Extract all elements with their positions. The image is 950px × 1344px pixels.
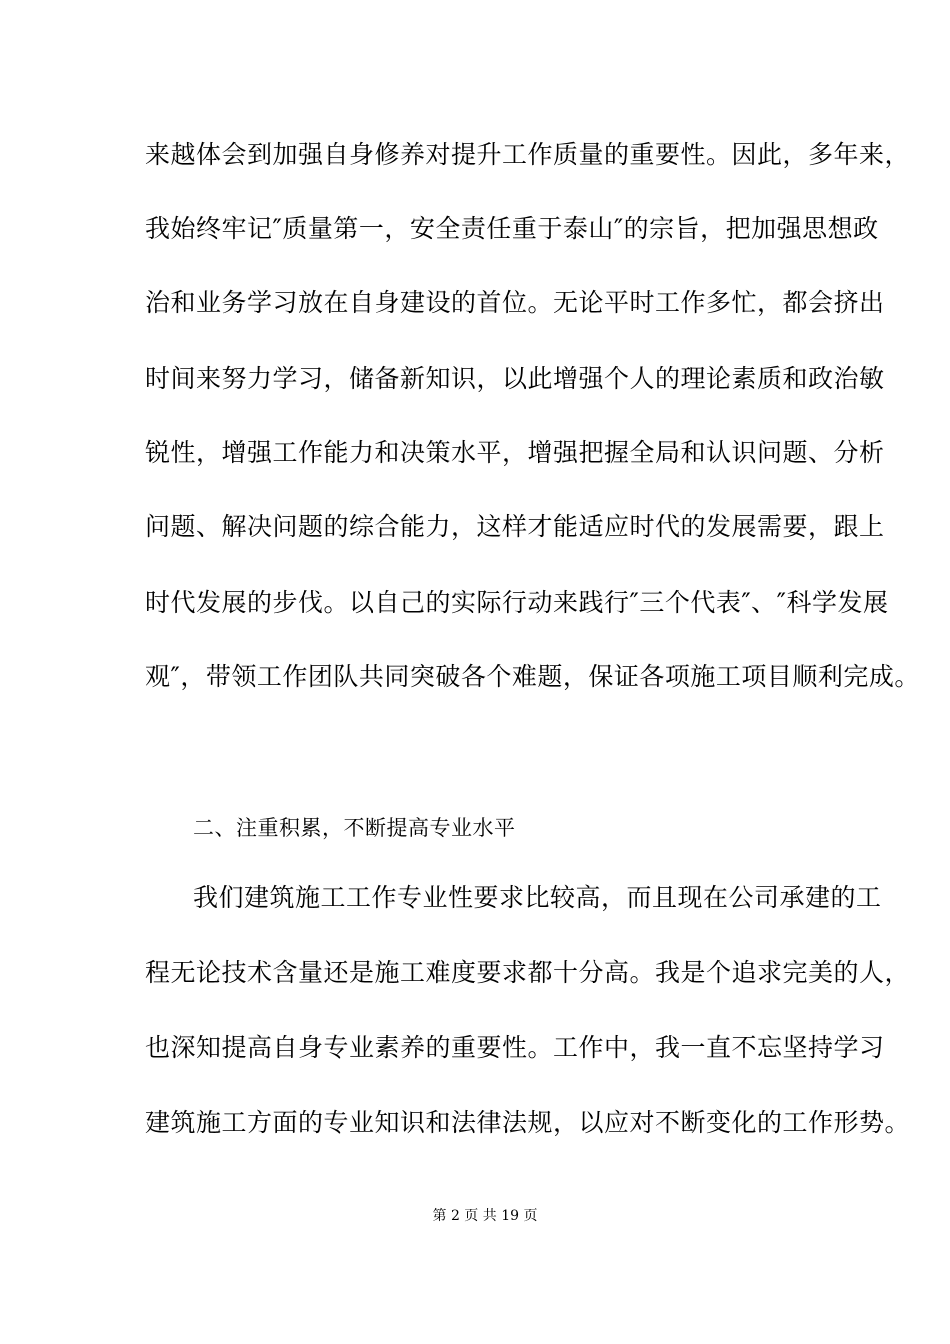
page-number-footer: 第 2 页 共 19 页 xyxy=(432,1208,538,1224)
section-heading: 二、注重积累，不断提高专业水平 xyxy=(193,816,516,840)
paragraph-line: 问题、解决问题的综合能力，这样才能适应时代的发展需要，跟上 xyxy=(145,512,885,541)
paragraph-line: 治和业务学习放在自身建设的首位。无论平时工作多忙，都会挤出 xyxy=(145,288,885,317)
paragraph-line: 也深知提高自身专业素养的重要性。工作中，我一直不忘坚持学习 xyxy=(145,1033,885,1062)
paragraph-line: 锐性，增强工作能力和决策水平，增强把握全局和认识问题、分析 xyxy=(145,438,885,467)
paragraph-line: 程无论技术含量还是施工难度要求都十分高。我是个追求完美的人， xyxy=(145,958,911,987)
paragraph-line: 建筑施工方面的专业知识和法律法规，以应对不断变化的工作形势。 xyxy=(145,1108,911,1137)
paragraph-line: 时代发展的步伐。以自己的实际行动来践行″三个代表″、″科学发展 xyxy=(145,588,889,617)
paragraph-line: 时间来努力学习，储备新知识，以此增强个人的理论素质和政治敏 xyxy=(145,364,885,393)
paragraph-line: 来越体会到加强自身修养对提升工作质量的重要性。因此，多年来， xyxy=(145,140,911,169)
paragraph-line: 观″，带领工作团队共同突破各个难题，保证各项施工项目顺利完成。 xyxy=(145,662,920,691)
paragraph-line: 我始终牢记″质量第一，安全责任重于泰山″的宗旨，把加强思想政 xyxy=(145,214,879,243)
paragraph-line: 我们建筑施工工作专业性要求比较高，而且现在公司承建的工 xyxy=(193,883,882,912)
